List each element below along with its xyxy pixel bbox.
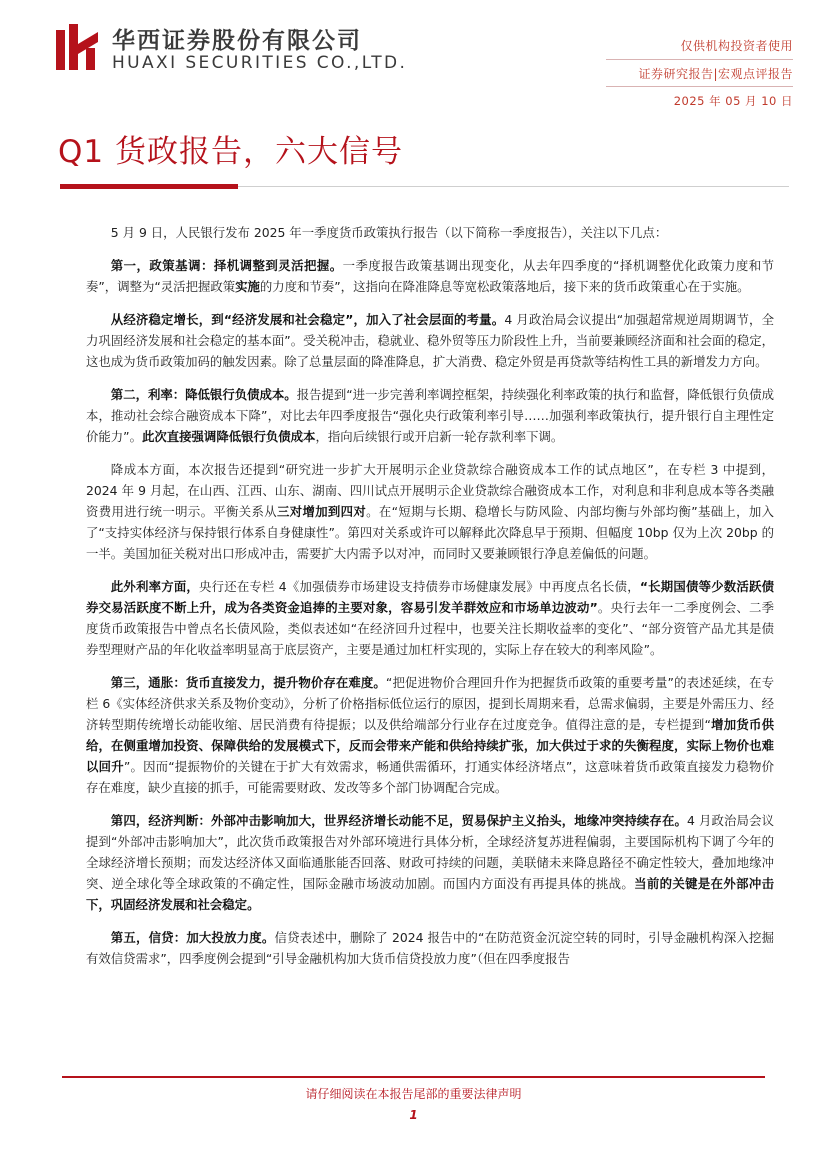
footer-disclaimer: 请仔细阅读在本报告尾部的重要法律声明	[305, 1087, 522, 1101]
emphasis-text: 增加货币供给，在侧重增加投资、保障供给的发展模式下，反而会带来产能和供给持续扩张，加大供过于求的失衡程度，实际上物价也难以回升	[86, 717, 774, 774]
emphasis-text: “长期国债等少数活跃债券交易活跃度不断上升，成为各类资金追捧的主要对象，容易引发羊群效应和市场单边波动”	[86, 579, 774, 615]
emphasis-text: 此外利率方面，	[110, 579, 200, 594]
page-number: 1	[409, 1108, 418, 1122]
body-paragraph	[86, 927, 774, 969]
emphasis-text: 第三，通胀：货币直接发力，提升物价存在难度。	[110, 675, 386, 690]
emphasis-text: 当前的关键是在外部冲击下，巩固经济发展和社会稳定。	[86, 876, 775, 912]
paragraph-text: 降成本方面，本次报告还提到“研究进一步扩大开展明示企业贷款综合融资成本工作的试点地区”，在专栏 3 中提到，2024 年 9 月起，在山西、江西、山东、湖南、四川试点开展明示企业贷款综合融资成本工作，对利息和非利息成本等各类融资费用进行统一明示。平衡关系从	[86, 462, 774, 519]
paragraph-text: ”。因而“提振物价的关键在于扩大有效需求，畅通供需循环，打通实体经济堵点”，这意味着货币政策直接发力稳物价存在难度，缺少直接的抓手，可能需要财政、发改等多个部门协调配合完成。	[86, 759, 774, 795]
emphasis-text: 此次直接强调降低银行负债成本	[141, 429, 316, 444]
emphasis-text: 三对增加到四对	[277, 504, 367, 519]
paragraph-text: 报告提到“进一步完善利率调控框架，持续强化利率政策的执行和监督，降低银行负债成本，推动社会综合融资成本下降”，对比去年四季度报告“强化央行政策利率引导……加强利率政策执行，提升银行自主理性定价能力”。	[86, 387, 775, 444]
paragraph-text: 的力度和节奏”，这指向在降准降息等宽松政策落地后，接下来的货币政策重心在于实施。	[259, 279, 750, 294]
company-name-en: HUAXI SECURITIES CO.,LTD.	[112, 53, 408, 73]
paragraph-text: 4 月政治局会议提到“外部冲击影响加大”，此次货币政策报告对外部环境进行具体分析，全球经济复苏进程偏弱，主要国际机构下调了今年的全球经济增长预期；而发达经济体又面临通胀能否回落、财政可持续的问题，美联储未来降息路径不确定性较大，叠加地缘冲突、逆全球化等全球政策的不确定性，国际金融市场波动加剧。而国内方面没有再提具体的挑战。	[86, 813, 774, 891]
footer-divider	[62, 1076, 765, 1078]
body-paragraph	[86, 309, 774, 372]
report-body	[86, 222, 774, 981]
paragraph-text: 。央行去年一二季度例会、二季度货币政策报告中曾点名长债风险，类似表述如“在经济回升过程中，也要关注长期收益率的变化”、“部分资管产品尤其是债券型理财产品的年化收益率明显高于底层资产，主要是通过加杠杆实现的，实际上存在较大的利率风险”。	[86, 600, 774, 657]
report-category: 证券研究报告|宏观点评报告	[638, 67, 793, 81]
paragraph-text: 信贷表述中，删除了 2024 报告中的“在防范资金沉淀空转的同时，引导金融机构深入挖掘有效信贷需求”，四季度例会提到“引导金融机构加大货币信贷投放力度”（但在四季度报告	[86, 930, 774, 966]
emphasis-text: 第五，信贷：加大投放力度。	[110, 930, 275, 945]
header-divider	[606, 59, 793, 60]
body-paragraph	[86, 672, 774, 798]
header-divider	[606, 86, 793, 87]
title-underline	[60, 184, 238, 189]
body-paragraph	[86, 459, 774, 564]
body-paragraph	[86, 255, 774, 297]
body-paragraph	[86, 384, 774, 447]
emphasis-text: 实施	[235, 279, 260, 294]
paragraph-text: 5 月 9 日，人民银行发布 2025 年一季度货币政策执行报告（以下简称一季度报告），关注以下几点：	[110, 225, 668, 240]
paragraph-text: 。在“短期与长期、稳增长与防风险、内部均衡与外部均衡”基础上，加入了“支持实体经济与保持银行体系自身健康性”。第四对关系或许可以解释此次降息早于预期、但幅度 10bp 仅为上次 20bp 的一半。美国加征关税对出口形成冲击，需要扩大内需予以对冲，而同时又要兼顾银行净息差偏低的问题。	[86, 504, 775, 561]
body-paragraph	[86, 576, 774, 660]
paragraph-text: 央行还在专栏 4《加强债券市场建设支持债券市场健康发展》中再度点名长债，	[199, 579, 640, 594]
paragraph-text: 一季度报告政策基调出现变化，从去年四季度的“择机调整优化政策力度和节奏”，调整为“灵活把握政策	[86, 258, 775, 294]
report-title: Q1 货政报告，六大信号	[58, 134, 403, 170]
company-name-cn: 华西证券股份有限公司	[112, 28, 362, 54]
huaxi-logo-icon	[56, 24, 98, 70]
title-rule	[238, 186, 789, 187]
report-date: 2025 年 05 月 10 日	[673, 94, 793, 108]
emphasis-text: 从经济稳定增长，到“经济发展和社会稳定”，加入了社会层面的考量。	[110, 312, 505, 327]
emphasis-text: 第一，政策基调：择机调整到灵活把握。	[110, 258, 343, 273]
paragraph-text: 4 月政治局会议提出“加强超常规逆周期调节，全力巩固经济发展和社会稳定的基本面”。受关税冲击，稳就业、稳外贸等压力阶段性上升，当前要兼顾经济面和社会面的稳定，这也成为货币政策加码的触发因素。除了总量层面的降准降息，扩大消费、稳定外贸是再贷款等结构性工具的新增发力方向。	[86, 312, 774, 369]
body-paragraph	[86, 222, 774, 243]
emphasis-text: 第四，经济判断：外部冲击影响加大，世界经济增长动能不足，贸易保护主义抬头，地缘冲突持续存在。	[110, 813, 688, 828]
body-paragraph	[86, 810, 774, 915]
paragraph-text: “把促进物价合理回升作为把握货币政策的重要考量”的表述延续，在专栏 6《实体经济供求关系及物价变动》，分析了价格指标低位运行的原因，提到长周期来看，总需求偏弱，主要是外需压力、经济转型期传统增长动能收缩、居民消费有待提振；以及供给端部分行业存在过度竞争。值得注意的是，专栏提到“	[86, 675, 774, 732]
emphasis-text: 第二，利率：降低银行负债成本。	[110, 387, 297, 402]
audience-label: 仅供机构投资者使用	[680, 39, 793, 53]
paragraph-text: ，指向后续银行或开启新一轮存款利率下调。	[315, 429, 564, 444]
